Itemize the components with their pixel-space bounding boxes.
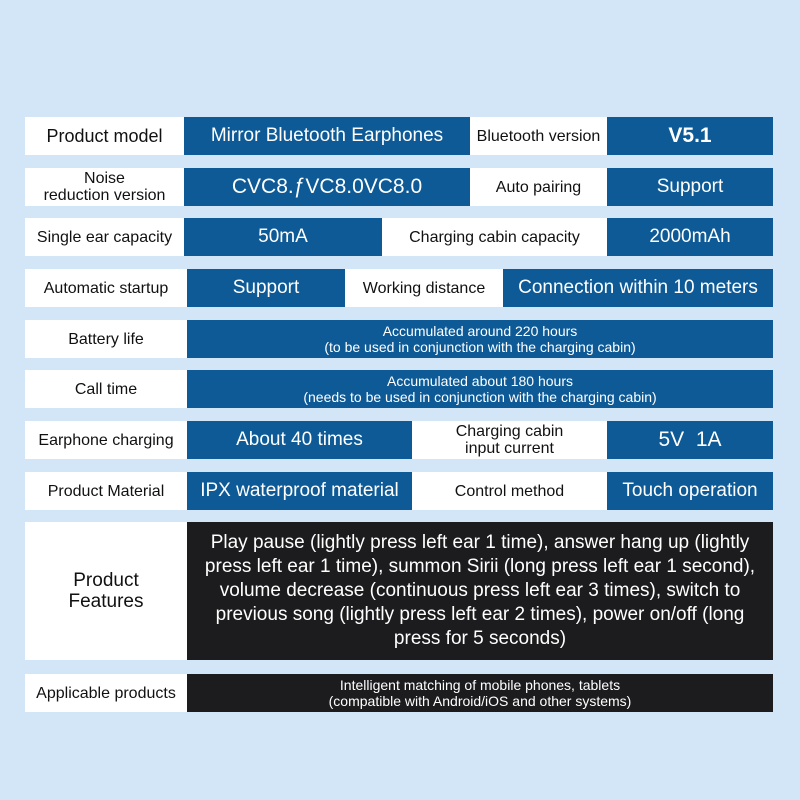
label-noise-reduction <box>25 168 184 206</box>
value-charging-cabin-capacity: 2000mAh <box>607 218 773 256</box>
value-noise-reduction: CVC8.ƒVC8.0VC8.0 <box>184 168 470 206</box>
label-product-features <box>25 522 187 660</box>
spec-row-startup-distance <box>25 269 773 307</box>
label-single-ear-capacity: Single ear capacity <box>36 228 173 246</box>
applicable-line2: (compatible with Android/iOS and other systems) <box>328 693 632 709</box>
label-noise-line2: reduction version <box>43 187 166 204</box>
label-cabin-input-line2: input current <box>465 440 554 457</box>
value-product-material: IPX waterproof material <box>187 472 412 510</box>
label-bluetooth-version: Bluetooth version <box>476 127 601 145</box>
label-battery-life: Battery life <box>68 330 144 348</box>
spec-row-capacity <box>25 218 773 256</box>
value-working-distance: Connection within 10 meters <box>503 269 773 307</box>
value-battery-life <box>187 320 773 358</box>
label-charging-cabin-input <box>412 421 607 459</box>
value-product-features: Play pause (lightly press left ear 1 time), answer hang up (lightly press left ear 1 time), summon Sirii (long press left ear 1 second), volume decrease (continuous press left ear 3 times), switch to previous song (lightly press left ear 2 times), power on/off (long press for 5 seconds) <box>187 522 773 660</box>
label-working-distance: Working distance <box>362 279 486 297</box>
spec-row-material-control <box>25 472 773 510</box>
label-noise-line1: Noise <box>84 170 125 187</box>
spec-row-applicable-products <box>25 674 773 712</box>
value-single-ear-capacity: 50mA <box>184 218 382 256</box>
value-auto-pairing: Support <box>607 168 773 206</box>
spec-row-call-time <box>25 370 773 408</box>
value-product-model: Mirror Bluetooth Earphones <box>184 117 470 155</box>
call-time-line2: (needs to be used in conjunction with the charging cabin) <box>303 389 657 405</box>
battery-life-line2: (to be used in conjunction with the charging cabin) <box>324 339 636 355</box>
spec-row-product-features <box>25 522 773 660</box>
label-automatic-startup: Automatic startup <box>43 279 169 297</box>
label-cabin-input-line1: Charging cabin <box>455 423 564 440</box>
value-charging-cabin-input: 5V 1A <box>607 421 773 459</box>
battery-life-line1: Accumulated around 220 hours <box>382 323 578 339</box>
call-time-line1: Accumulated about 180 hours <box>386 373 573 389</box>
label-features-line2: Features <box>68 591 144 612</box>
label-applicable-products: Applicable products <box>36 684 176 702</box>
label-call-time: Call time <box>74 380 138 398</box>
applicable-line1: Intelligent matching of mobile phones, tablets <box>339 677 621 693</box>
value-call-time <box>187 370 773 408</box>
spec-row-charging <box>25 421 773 459</box>
value-automatic-startup: Support <box>187 269 345 307</box>
value-earphone-charging: About 40 times <box>187 421 412 459</box>
spec-row-product-model <box>25 117 773 155</box>
spec-row-battery-life <box>25 320 773 358</box>
value-control-method: Touch operation <box>607 472 773 510</box>
label-auto-pairing: Auto pairing <box>495 178 582 196</box>
label-product-material: Product Material <box>47 482 165 500</box>
label-earphone-charging: Earphone charging <box>38 431 174 449</box>
value-bluetooth-version: V5.1 <box>607 117 773 155</box>
label-features-line1: Product <box>73 570 139 591</box>
label-product-model: Product model <box>46 125 163 146</box>
value-applicable-products <box>187 674 773 712</box>
label-control-method: Control method <box>454 482 565 500</box>
label-charging-cabin-capacity: Charging cabin capacity <box>409 228 580 246</box>
spec-row-noise-reduction <box>25 168 773 206</box>
